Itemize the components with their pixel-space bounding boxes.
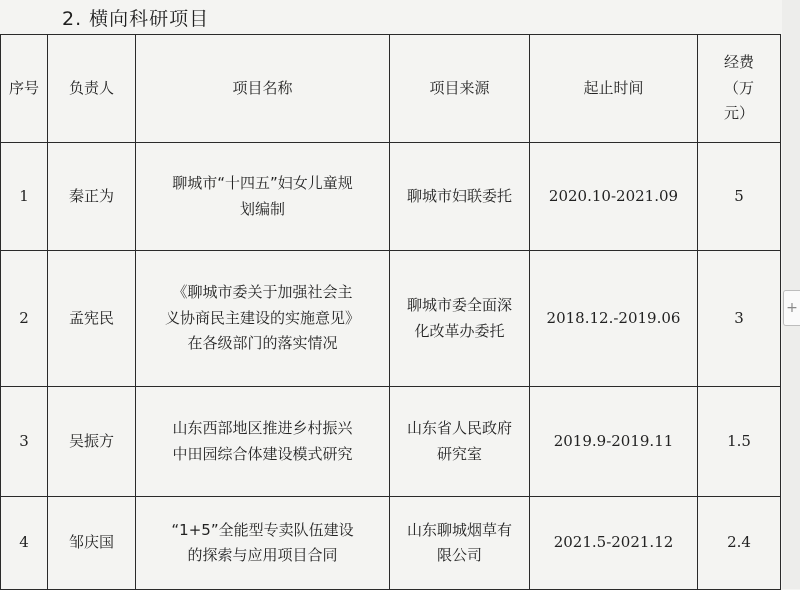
cell-source-line: 限公司	[436, 546, 482, 564]
cell-source-line: 化改革办委托	[414, 321, 505, 340]
cell-name-line: 聊城市“十四五”妇女儿童规	[172, 174, 353, 192]
cell-name-line: “1+5”全能型专卖队伍建设	[171, 520, 354, 539]
cell-source-line: 山东省人民政府	[406, 419, 512, 437]
table-row	[1, 387, 781, 497]
cell-period: 2019.9-2019.11	[530, 387, 698, 497]
section-title: 2. 横向科研项目	[62, 8, 210, 30]
cell-name	[136, 143, 390, 251]
table-row	[1, 497, 781, 590]
header-index: 序号	[1, 35, 48, 143]
cell-index: 2	[1, 251, 48, 387]
header-fee-line: 元）	[723, 104, 754, 123]
header-lead: 负责人	[48, 35, 136, 143]
cell-source	[390, 251, 530, 387]
plus-icon: +	[786, 300, 798, 316]
cell-source-line: 研究室	[436, 444, 482, 463]
cell-lead: 邹庆国	[48, 497, 136, 590]
cell-fee: 3	[698, 251, 781, 387]
projects-table	[0, 34, 781, 590]
header-period: 起止时间	[530, 35, 698, 143]
header-fee-line: 经费	[723, 53, 754, 72]
cell-period: 2018.12.-2019.06	[530, 251, 698, 387]
cell-lead: 秦正为	[48, 143, 136, 251]
expand-tab-button[interactable]	[783, 290, 800, 326]
cell-source	[390, 143, 530, 251]
cell-source	[390, 497, 530, 590]
cell-name-line: 义协商民主建设的实施意见》	[164, 308, 360, 327]
cell-source	[390, 387, 530, 497]
header-name: 项目名称	[136, 35, 390, 143]
cell-source-line: 聊城市妇联委托	[406, 186, 512, 205]
cell-fee: 5	[698, 143, 781, 251]
cell-lead: 吴振方	[48, 387, 136, 497]
cell-lead: 孟宪民	[48, 251, 136, 387]
cell-period: 2021.5-2021.12	[530, 497, 698, 590]
cell-name	[136, 497, 390, 590]
table-row	[1, 143, 781, 251]
header-fee	[698, 35, 781, 143]
cell-name	[136, 387, 390, 497]
cell-name	[136, 251, 390, 387]
cell-fee: 2.4	[698, 497, 781, 590]
cell-period: 2020.10-2021.09	[530, 143, 698, 251]
cell-source-line: 聊城市委全面深	[406, 296, 512, 314]
table-header-row	[1, 35, 781, 143]
cell-name-line: 的探索与应用项目合同	[187, 546, 338, 564]
cell-index: 1	[1, 143, 48, 251]
cell-name-line: 山东西部地区推进乡村振兴	[172, 419, 353, 437]
header-source: 项目来源	[390, 35, 530, 143]
cell-name-line: 中田园综合体建设模式研究	[172, 444, 353, 463]
header-fee-line: （万	[723, 78, 754, 97]
cell-name-line: 在各级部门的落实情况	[187, 334, 338, 353]
cell-source-line: 山东聊城烟草有	[406, 520, 512, 539]
cell-fee: 1.5	[698, 387, 781, 497]
cell-index: 4	[1, 497, 48, 590]
cell-index: 3	[1, 387, 48, 497]
cell-name-line: 《聊城市委关于加强社会主	[172, 283, 353, 302]
cell-name-line: 划编制	[239, 199, 285, 218]
table-row	[1, 251, 781, 387]
